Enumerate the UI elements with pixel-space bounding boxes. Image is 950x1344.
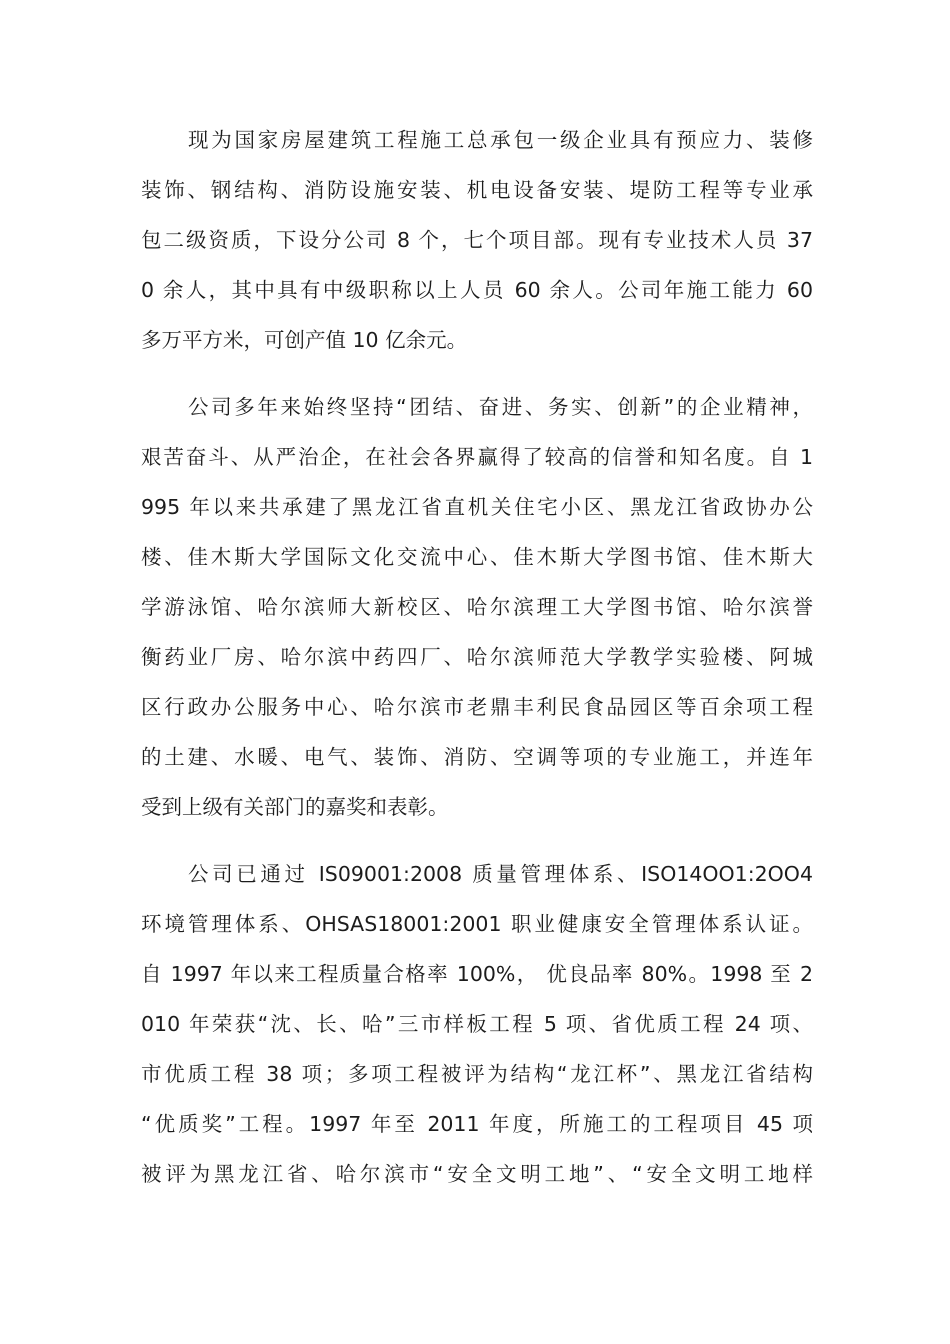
paragraph-line: 的土建、水暖、电气、装饰、消防、空调等项的专业施工，并连年 — [141, 745, 813, 769]
paragraph-line: 环境管理体系、OHSAS18001:2001 职业健康安全管理体系认证。 — [141, 912, 813, 936]
paragraph-line: 010 年荣获“沈、长、哈”三市样板工程 5 项、省优质工程 24 项、 — [141, 1012, 813, 1036]
paragraph-line: 被评为黑龙江省、哈尔滨市“安全文明工地”、“安全文明工地样 — [141, 1162, 813, 1186]
paragraph-line: 公司多年来始终坚持“团结、奋进、务实、创新”的企业精神， — [188, 395, 813, 419]
paragraph-line: 0 余人，其中具有中级职称以上人员 60 余人。公司年施工能力 60 — [141, 278, 813, 302]
paragraph-line: 衡药业厂房、哈尔滨中药四厂、哈尔滨师范大学教学实验楼、阿城 — [141, 645, 813, 669]
paragraph-line: “优质奖”工程。1997 年至 2011 年度，所施工的工程项目 45 项 — [141, 1112, 813, 1136]
paragraph-line: 包二级资质，下设分公司 8 个，七个项目部。现有专业技术人员 37 — [141, 228, 813, 252]
paragraph-line: 多万平方米，可创产值 10 亿余元。 — [141, 328, 468, 352]
paragraph-line: 995 年以来共承建了黑龙江省直机关住宅小区、黑龙江省政协办公 — [141, 495, 813, 519]
paragraph-1 — [141, 115, 813, 365]
paragraph-3 — [141, 849, 813, 1199]
document-body — [141, 115, 813, 1216]
paragraph-line: 艰苦奋斗、从严治企，在社会各界赢得了较高的信誉和知名度。自 1 — [141, 445, 813, 469]
paragraph-line: 楼、佳木斯大学国际文化交流中心、佳木斯大学图书馆、佳木斯大 — [141, 545, 813, 569]
paragraph-line: 市优质工程 38 项；多项工程被评为结构“龙江杯”、黑龙江省结构 — [141, 1062, 813, 1086]
paragraph-line: 受到上级有关部门的嘉奖和表彰。 — [141, 795, 449, 819]
paragraph-line: 自 1997 年以来工程质量合格率 100%， 优良品率 80%。1998 至 2 — [141, 962, 813, 986]
paragraph-line: 装饰、钢结构、消防设施安装、机电设备安装、堤防工程等专业承 — [141, 178, 813, 202]
paragraph-line: 现为国家房屋建筑工程施工总承包一级企业具有预应力、装修 — [188, 128, 813, 152]
paragraph-2 — [141, 382, 813, 832]
paragraph-line: 学游泳馆、哈尔滨师大新校区、哈尔滨理工大学图书馆、哈尔滨誉 — [141, 595, 813, 619]
paragraph-line: 区行政办公服务中心、哈尔滨市老鼎丰利民食品园区等百余项工程 — [141, 695, 813, 719]
paragraph-line: 公司已通过 IS09001:2008 质量管理体系、ISO14OO1:2OO4 — [188, 862, 813, 886]
